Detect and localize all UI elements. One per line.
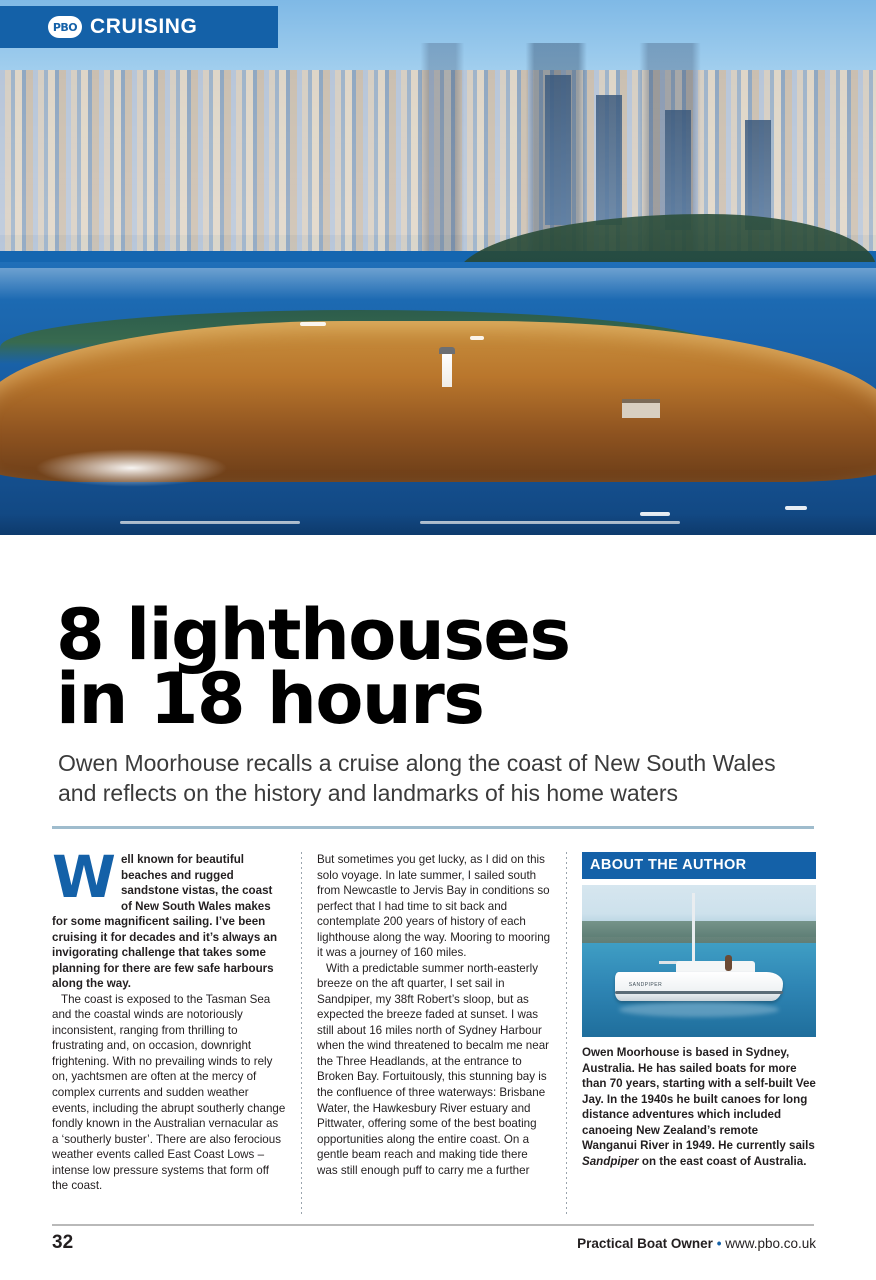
author-photo-person	[725, 955, 732, 971]
standfirst: Owen Moorhouse recalls a cruise along the coast of New South Wales and reflects on the history and landmarks of his home waters	[58, 750, 776, 807]
author-bio-part-1: Owen Moorhouse is based in Sydney, Australia. He has sailed boats for more than 70 years, starting with a self-built Vee Jay. In the 1940s he built canoes for long distance adventures which included canoeing New Zealand’s remote Wanganui River in 1949. He currently sails	[582, 1046, 816, 1153]
author-photo-boat-name: SANDPIPER	[628, 982, 663, 989]
author-bio-part-2: on the east coast of Australia.	[638, 1154, 807, 1168]
page-title	[56, 593, 796, 741]
hero-tower-1	[545, 75, 571, 225]
section-flag	[0, 6, 278, 48]
hero-water-glint	[0, 268, 876, 300]
body-paragraph	[52, 843, 286, 992]
pbo-logo: PBO	[48, 16, 82, 38]
hero-boat-2	[470, 336, 484, 340]
about-the-author-heading: ABOUT THE AUTHOR	[582, 852, 816, 879]
author-bio	[582, 1045, 816, 1169]
footer-brand-line	[577, 1236, 816, 1251]
hero-tower-3	[665, 110, 691, 230]
headline-line-1: 8 lighthouses	[56, 593, 570, 676]
footer-brand: Practical Boat Owner	[577, 1236, 713, 1251]
hero-photo-sydney-harbour	[0, 0, 876, 535]
author-photo-hull-stripe	[615, 991, 783, 994]
column-divider-1	[286, 852, 317, 1216]
hero-bottom-gradient	[0, 514, 876, 535]
page-number: 32	[52, 1232, 74, 1253]
body-column-1	[52, 843, 286, 1216]
footer-rule	[52, 1224, 814, 1226]
hero-tower-4	[745, 120, 771, 230]
hero-tower-2	[596, 95, 622, 225]
body-col1-p1: ell known for beautiful beaches and rugged sandstone vistas, the coast of New South Wales makes for some magnificent sailing. I’ve been cruising it for decades and it’s always an invigorating challenge that takes some planning for there are few safe harbours along the way.	[52, 853, 278, 991]
hero-clifftop-building	[622, 399, 660, 418]
author-boat-photo	[582, 885, 816, 1037]
drop-cap: W	[52, 843, 116, 911]
headline-line-2: in 18 hours	[56, 658, 484, 741]
body-col1-p2: The coast is exposed to the Tasman Sea and the coastal winds are notoriously inconsistent, ranging from thrilling to frustrating and, on occasion, downright frightening. With no prevailing winds to rely on, yachtsmen are often at the mercy of complex currents and sudden weather events, including the abrupt southerly change fondly known in the Australian vernacular as a ‘southerly buster’. There are also ferocious weather events called East Coast Lows – intense low pressure systems that form off the coast.	[52, 992, 286, 1193]
body-column-2	[317, 852, 551, 1216]
hero-surf-spray	[35, 449, 228, 486]
about-the-author-box	[582, 852, 816, 1169]
hero-ferry	[300, 322, 326, 326]
footer-url[interactable]: www.pbo.co.uk	[725, 1236, 816, 1251]
hero-boat-4	[785, 506, 807, 510]
header-rule	[52, 826, 814, 829]
section-flag-label: CRUISING	[90, 15, 198, 38]
hero-lighthouse-icon	[442, 353, 452, 387]
footer-separator: •	[716, 1236, 722, 1251]
body-col2-p1: But sometimes you get lucky, as I did on this solo voyage. In late summer, I sailed south from Newcastle to Jervis Bay in conditions so perfect that I had time to sit back and contemplate 200 years of history of each lighthouse along the way. Mooring to mooring it was a journey of 160 miles.	[317, 853, 551, 960]
body-col2-p2: With a predictable summer north-easterly breeze on the aft quarter, I set sail in Sandpiper, my 38ft Robert’s sloop, but as expected the breeze faded at sunset. I was still about 16 miles north of Sydney Harbour when the wind threatened to becalm me near the Three Headlands, at the entrance to Broken Bay. Fortuitously, this stunning bay is the confluence of three waterways: Brisbane Water, the Hawkesbury River estuary and Pittwater, offering some of the best boating opportunities along the entire coast. On a gentle beam reach and making tide there was still enough puff to carry me a further	[317, 961, 550, 1177]
column-divider-2	[551, 852, 582, 1216]
author-bio-boat-name: Sandpiper	[582, 1154, 639, 1168]
author-photo-treeline	[582, 921, 816, 942]
